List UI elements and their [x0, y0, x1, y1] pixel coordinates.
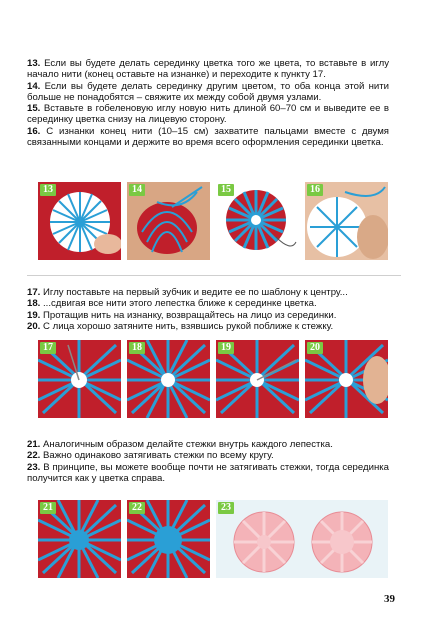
photo-step-23	[216, 500, 388, 578]
photo-step-20	[305, 340, 388, 418]
step-badge-13: 13	[40, 184, 56, 196]
photo-step-17	[38, 340, 121, 418]
step-badge-16: 16	[307, 184, 323, 196]
step-13: 13. Если вы будете делать серединку цветка того же цвета, то вставьте в иглу начало нити (конец оставьте на изнанке) и переходите к пункту 17.	[27, 58, 389, 81]
instructions-21-23	[27, 439, 389, 484]
step-18: 18. ...сдвигая все нити этого лепестка ближе к серединке цветка.	[27, 298, 317, 310]
page-number: 39	[384, 593, 395, 605]
step-badge-15: 15	[218, 184, 234, 196]
photo-step-19	[216, 340, 299, 418]
step-badge-20: 20	[307, 342, 323, 354]
step-20: 20. С лица хорошо затяните нить, взявшись рукой поближе к стежку.	[27, 320, 334, 332]
step-16: 16. С изнанки конец нити (10–15 см) захватите пальцами вместе с двумя связанными концами и держите во время всего оформления серединки цветка.	[27, 125, 389, 149]
step-23: 23. В принципе, вы можете вообще почти не затягивать стежки, тогда серединка получится как у цветка справа.	[27, 461, 389, 484]
step-15: 15. Вставьте в гобеленовую иглу новую нить длиной 60–70 см и выведите ее в серединку цветка снизу на лицевую сторону.	[27, 103, 389, 126]
step-21: 21. Аналогичным образом делайте стежки внутрь каждого лепестка.	[27, 439, 333, 450]
photo-step-18	[127, 340, 210, 418]
photo-step-16	[305, 182, 388, 260]
step-badge-18: 18	[129, 342, 145, 354]
step-14: 14. Если вы будете делать серединку другим цветом, то оба конца этой нити больше не понадобятся – свяжите их между собой двумя узлами.	[27, 80, 389, 103]
step-badge-14: 14	[129, 184, 145, 196]
step-22: 22. Важно одинаково затягивать стежки по всему кругу.	[27, 450, 274, 462]
step-badge-17: 17	[40, 342, 56, 354]
finished-flowers-illustration	[216, 500, 388, 578]
instructions-17-20	[27, 287, 389, 332]
photo-step-21	[38, 500, 121, 578]
instructions-13-16	[27, 58, 389, 148]
section-divider	[27, 275, 401, 276]
step-badge-19: 19	[218, 342, 234, 354]
step-19: 19. Протащив нить на изнанку, возвращайтесь на лицо из серединки.	[27, 309, 337, 321]
step-badge-23: 23	[218, 502, 234, 514]
photo-step-13	[38, 182, 121, 260]
step-badge-22: 22	[129, 502, 145, 514]
step-badge-21: 21	[40, 502, 56, 514]
step-17: 17. Иглу поставьте на первый зубчик и ведите ее по шаблону к центру...	[27, 287, 348, 298]
photo-step-14	[127, 182, 210, 260]
photo-step-22	[127, 500, 210, 578]
photo-step-15	[216, 182, 299, 260]
